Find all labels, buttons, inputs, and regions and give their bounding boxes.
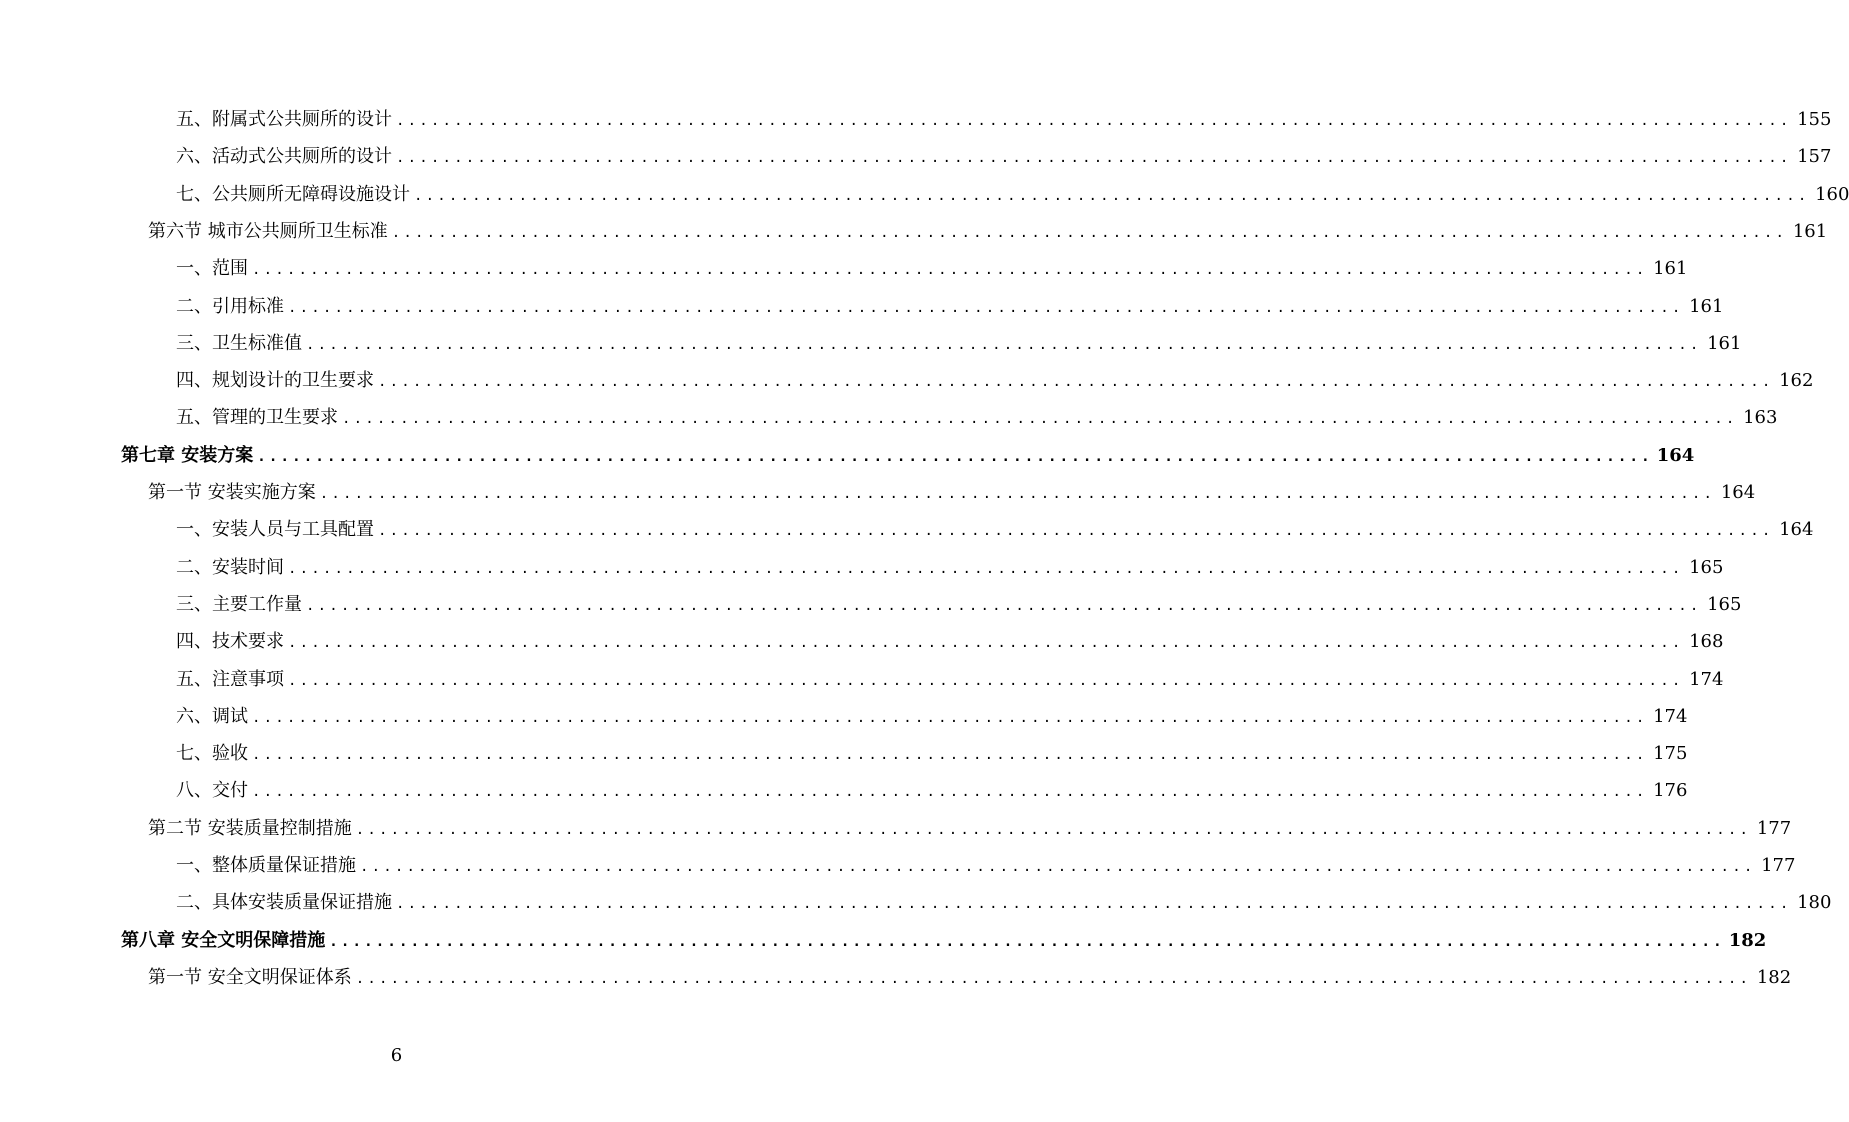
toc-entry-title: 二、具体安装质量保证措施 — [176, 892, 392, 914]
toc-entry[interactable] — [176, 292, 1724, 322]
toc-entry[interactable] — [176, 776, 1688, 806]
toc-entry-title: 一、整体质量保证措施 — [176, 855, 356, 876]
toc-entry-title: 第一节 安全文明保证体系 — [148, 966, 352, 988]
toc-entry[interactable] — [148, 217, 1828, 247]
toc-entry-title: 一、范围 — [176, 258, 248, 280]
toc-leader-dots: ........................................................................................................................ — [396, 896, 1792, 913]
toc-entry[interactable] — [148, 963, 1792, 993]
toc-entry-page: 177 — [1756, 817, 1792, 839]
toc-entry[interactable] — [176, 627, 1724, 657]
toc-entry-title: 五、注意事项 — [176, 668, 284, 690]
toc-entry-page: 161 — [1792, 220, 1828, 242]
toc-entry-page: 174 — [1689, 668, 1724, 690]
toc-leader-dots: ........................................................................................................................ — [360, 859, 1756, 875]
toc-entry-title: 五、附属式公共厕所的设计 — [176, 109, 392, 130]
toc-entry-page: 155 — [1797, 109, 1832, 130]
toc-entry-page: 180 — [1797, 892, 1832, 914]
toc-entry[interactable] — [121, 926, 1767, 956]
toc-entry-page: 164 — [1779, 519, 1814, 541]
toc-entry[interactable] — [176, 590, 1742, 620]
toc-entry-title: 第八章 安全文明保障措施 — [121, 929, 326, 951]
toc-entry[interactable] — [176, 254, 1688, 284]
toc-leader-dots: ........................................................................................................................ — [329, 933, 1725, 950]
toc-entry-page: 182 — [1728, 929, 1767, 951]
toc-leader-dots: ........................................................................................................................ — [378, 523, 1774, 540]
toc-entry[interactable] — [176, 403, 1778, 433]
toc-entry[interactable] — [121, 441, 1695, 471]
toc-entry-page: 164 — [1720, 482, 1756, 503]
toc-entry[interactable] — [176, 105, 1832, 135]
toc-entry-page: 168 — [1689, 631, 1724, 653]
toc-entry-page: 157 — [1797, 146, 1832, 168]
toc-entry-title: 二、引用标准 — [176, 295, 284, 317]
toc-entry[interactable] — [148, 814, 1792, 844]
toc-entry-title: 四、技术要求 — [176, 631, 284, 653]
toc-leader-dots: ........................................................................................................................ — [252, 709, 1648, 726]
toc-entry[interactable] — [176, 851, 1796, 881]
toc-entry-page: 162 — [1779, 370, 1814, 392]
toc-entry-page: 164 — [1656, 444, 1695, 466]
toc-leader-dots: ........................................................................................................................ — [391, 224, 1788, 241]
toc-leader-dots: ........................................................................................................................ — [342, 411, 1738, 428]
page-number: 6 — [390, 1045, 403, 1066]
toc-leader-dots: ........................................................................................................................ — [288, 560, 1684, 577]
toc-entry-title: 三、卫生标准值 — [176, 332, 302, 354]
toc-entry[interactable] — [176, 180, 1849, 210]
toc-leader-dots: ........................................................................................................................ — [257, 448, 1653, 465]
toc-entry-title: 第七章 安装方案 — [121, 444, 254, 466]
toc-entry-page: 165 — [1707, 593, 1742, 615]
toc-entry-title: 八、交付 — [176, 780, 248, 802]
toc-entry[interactable] — [176, 739, 1688, 769]
toc-entry-title: 第一节 安装实施方案 — [148, 482, 316, 503]
toc-leader-dots: ........................................................................................................................ — [414, 187, 1810, 204]
toc-leader-dots: ........................................................................................................................ — [378, 374, 1774, 391]
toc-entry-title: 第二节 安装质量控制措施 — [148, 817, 352, 839]
toc-leader-dots: ........................................................................................................................ — [396, 150, 1792, 167]
toc-entry-page: 161 — [1653, 258, 1688, 280]
toc-entry-page: 177 — [1761, 855, 1796, 876]
toc-entry-title: 第六节 城市公共厕所卫生标准 — [148, 220, 388, 242]
toc-entry[interactable] — [176, 702, 1688, 732]
toc-entry-page: 163 — [1743, 407, 1778, 429]
toc-leader-dots: ........................................................................................................................ — [396, 113, 1792, 129]
toc-entry-page: 165 — [1689, 556, 1724, 578]
toc-entry[interactable] — [176, 553, 1724, 583]
toc-leader-dots: ........................................................................................................................ — [252, 784, 1648, 801]
toc-entry[interactable] — [176, 366, 1814, 396]
toc-entry[interactable] — [176, 142, 1832, 172]
toc-entry-page: 160 — [1815, 183, 1849, 205]
toc-leader-dots: ........................................................................................................................ — [288, 672, 1684, 689]
toc-entry-page: 174 — [1653, 705, 1688, 727]
toc-entry-title: 五、管理的卫生要求 — [176, 407, 338, 429]
toc-entry[interactable] — [176, 665, 1724, 695]
toc-entry-page: 161 — [1689, 295, 1724, 317]
toc-entry-page: 161 — [1707, 332, 1742, 354]
toc-entry-title: 四、规划设计的卫生要求 — [176, 370, 374, 392]
toc-leader-dots: ........................................................................................................................ — [306, 336, 1702, 353]
toc-leader-dots: ........................................................................................................................ — [355, 970, 1752, 987]
toc-leader-dots: ........................................................................................................................ — [288, 299, 1684, 316]
toc-leader-dots: ........................................................................................................................ — [288, 635, 1684, 652]
toc-leader-dots: ........................................................................................................................ — [355, 821, 1752, 838]
toc-entry-page: 175 — [1653, 743, 1688, 765]
toc-entry-title: 三、主要工作量 — [176, 593, 302, 615]
toc-entry-title: 六、活动式公共厕所的设计 — [176, 146, 392, 168]
toc-entry[interactable] — [148, 478, 1756, 508]
toc-entry[interactable] — [176, 329, 1742, 359]
toc-entry-page: 182 — [1756, 966, 1792, 988]
toc-entry-title: 六、调试 — [176, 705, 248, 727]
toc-leader-dots: ........................................................................................................................ — [319, 486, 1716, 502]
toc-entry-title: 二、安装时间 — [176, 556, 284, 578]
toc-leader-dots: ........................................................................................................................ — [252, 747, 1648, 764]
toc-entry[interactable] — [176, 888, 1832, 918]
toc-entry[interactable] — [176, 515, 1814, 545]
toc-entry-title: 一、安装人员与工具配置 — [176, 519, 374, 541]
toc-entry-page: 176 — [1653, 780, 1688, 802]
toc-entry-title: 七、公共厕所无障碍设施设计 — [176, 183, 410, 205]
toc-entry-title: 七、验收 — [176, 743, 248, 765]
toc-leader-dots: ........................................................................................................................ — [252, 262, 1648, 279]
toc-leader-dots: ........................................................................................................................ — [306, 597, 1702, 614]
